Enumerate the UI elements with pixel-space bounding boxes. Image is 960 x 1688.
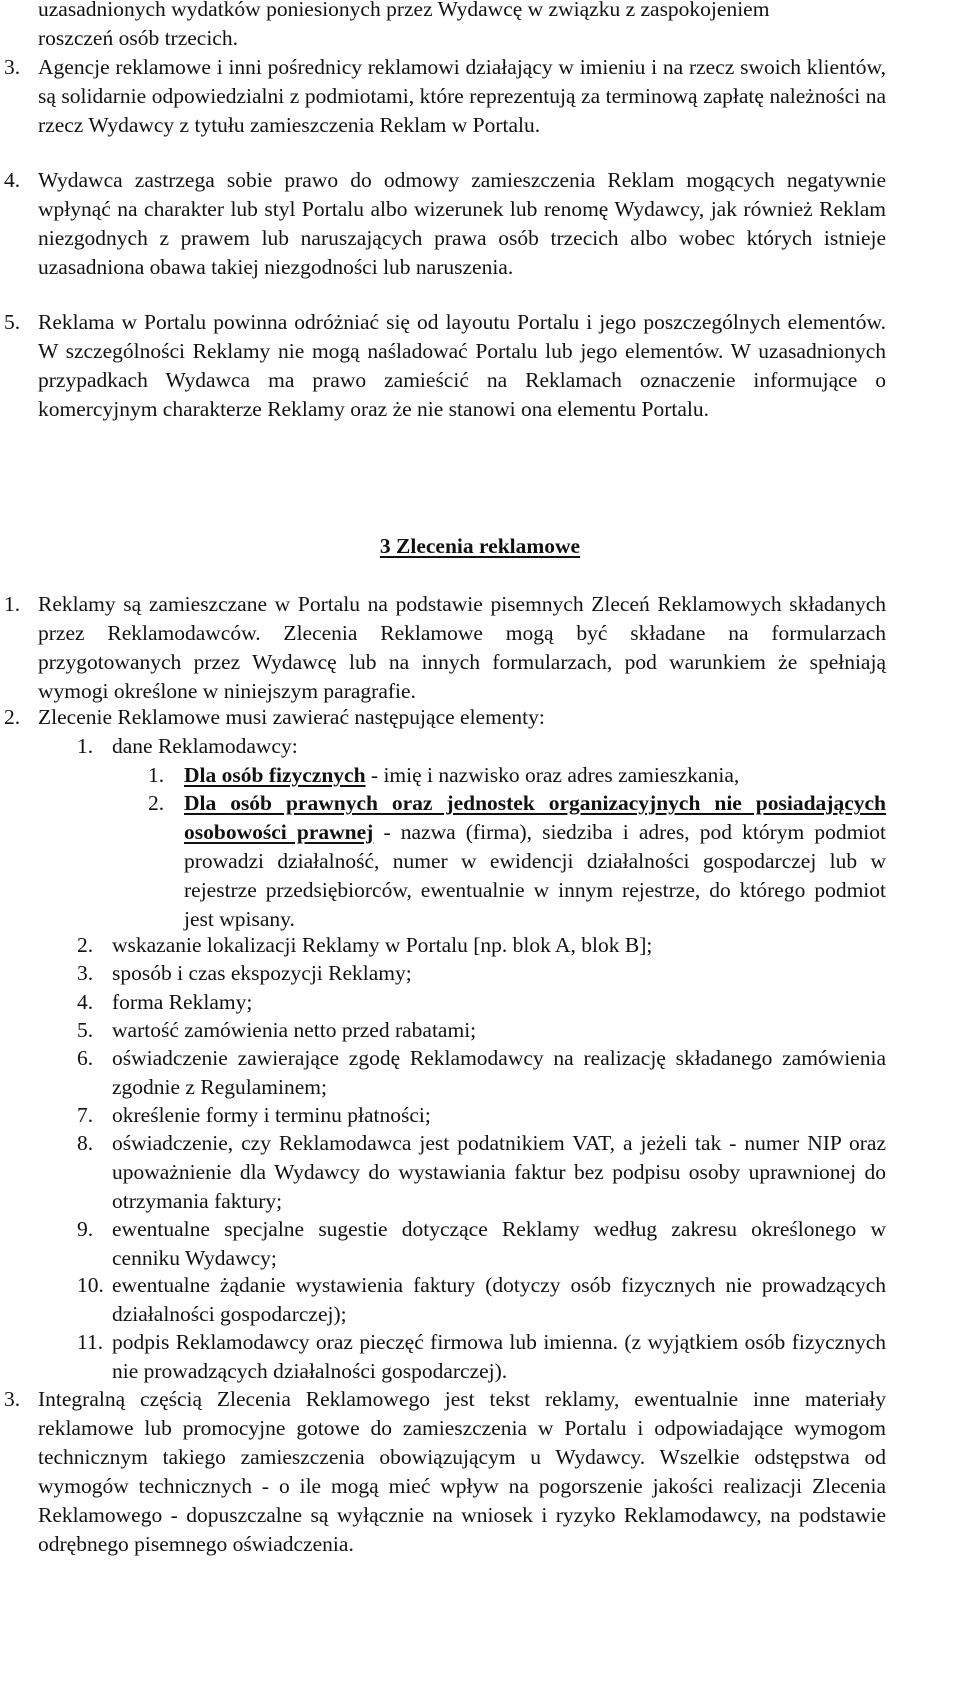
item-2-number: 2. [77, 933, 94, 957]
point-3-number: 3. [4, 55, 21, 79]
s3-point-2-number: 2. [4, 705, 21, 729]
subitem-2-bold: Dla osób prawnych oraz jednostek organizacyjnych nie posiadających osobowości prawnej [184, 791, 886, 844]
item-6-number: 6. [77, 1046, 94, 1070]
item-10-number: 10. [77, 1273, 104, 1297]
item-4-number: 4. [77, 990, 94, 1014]
subitem-2-number: 2. [148, 791, 165, 815]
item-11-number: 11. [77, 1330, 104, 1354]
item-1-text: dane Reklamodawcy: [112, 734, 298, 758]
item-9-text: ewentualne specjalne sugestie dotyczące Reklamy według zakresu określonego w cenniku Wydawcy; [112, 1217, 886, 1270]
item-5-text: wartość zamówienia netto przed rabatami; [112, 1018, 477, 1042]
item-8-text: oświadczenie, czy Reklamodawca jest podatnikiem VAT, a jeżeli tak - numer NIP oraz upoważnienie dla Wydawcy do wystawiania faktur bez podpisu osoby uprawnionej do otrzymania faktury; [112, 1131, 886, 1213]
item-4-text: forma Reklamy; [112, 990, 253, 1014]
subitem-1-number: 1. [148, 763, 165, 787]
s3-point-3-number: 3. [4, 1387, 21, 1411]
subitem-2-rest: - nazwa (firma), siedziba i adres, pod którym podmiot prowadzi działalność, numer w ewidencji działalności gospodarczej lub w rejestrze przedsiębiorców, ewentualnie w innym rejestrze, do którego podmiot jest wpisany. [184, 820, 887, 931]
point-5-number: 5. [4, 310, 21, 334]
item-7-number: 7. [77, 1103, 94, 1127]
subitem-2-text [184, 789, 886, 934]
item-5-number: 5. [77, 1018, 94, 1042]
point-3-text: Agencje reklamowe i inni pośrednicy reklamowi działający w imieniu i na rzecz swoich klientów, są solidarnie odpowiedzialni z podmiotami, które reprezentują za terminową zapłatę należności na rzecz Wydawcy z tytułu zamieszczenia Reklam w Portalu. [38, 55, 886, 137]
item-3-text: sposób i czas ekspozycji Reklamy; [112, 961, 412, 985]
item-11-text: podpis Reklamodawcy oraz pieczęć firmowa lub imienna. (z wyjątkiem osób fizycznych nie prowadzących działalności gospodarczej). [112, 1330, 886, 1383]
item-8-number: 8. [77, 1131, 94, 1155]
point-5-text: Reklama w Portalu powinna odróżniać się od layoutu Portalu i jego poszczególnych elementów. W szczególności Reklamy nie mogą naśladować Portalu lub jego elementów. W uzasadnionych przypadkach Wydawca ma prawo zamieścić na Reklamach oznaczenie informujące o komercyjnym charakterze Reklamy oraz że nie stanowi ona elementu Portalu. [38, 310, 886, 421]
intro-line-1: uzasadnionych wydatków poniesionych przez Wydawcę w związku z zaspokojeniem [38, 0, 770, 21]
item-9-number: 9. [77, 1217, 94, 1241]
section-heading-text: 3 Zlecenia reklamowe [379, 534, 581, 558]
item-6-text: oświadczenie zawierające zgodę Reklamodawcy na realizację składanego zamówienia zgodnie z Regulaminem; [112, 1046, 886, 1099]
item-3-number: 3. [77, 961, 94, 985]
s3-point-2-text: Zlecenie Reklamowe musi zawierać następujące elementy: [38, 705, 545, 729]
point-4-text: Wydawca zastrzega sobie prawo do odmowy zamieszczenia Reklam mogących negatywnie wpłynąć na charakter lub styl Portalu albo wizerunek lub renomę Wydawcy, jak również Reklam niezgodnych z prawem lub naruszających prawa osób trzecich albo wobec których istnieje uzasadniona obawa takiej niezgodności lub naruszenia. [38, 168, 886, 279]
item-7-text: określenie formy i terminu płatności; [112, 1103, 431, 1127]
section-heading [0, 532, 960, 561]
item-2-text: wskazanie lokalizacji Reklamy w Portalu [np. blok A, blok B]; [112, 933, 653, 957]
s3-point-1-number: 1. [4, 592, 21, 616]
s3-point-1-text: Reklamy są zamieszczane w Portalu na podstawie pisemnych Zleceń Reklamowych składanych przez Reklamodawców. Zlecenia Reklamowe mogą być składane na formularzach przygotowanych przez Wydawcę lub na innych formularzach, pod warunkiem że spełniają wymogi określone w niniejszym paragrafie. [38, 592, 886, 703]
s3-point-3-text: Integralną częścią Zlecenia Reklamowego jest tekst reklamy, ewentualnie inne materiały reklamowe lub promocyjne gotowe do zamieszczenia w Portalu i odpowiadające wymogom technicznym takiego zamieszczenia obowiązującym u Wydawcy. Wszelkie odstępstwa od wymogów technicznych - o ile mogą mieć wpływ na pogorszenie jakości realizacji Zlecenia Reklamowego - dopuszczalne są wyłącznie na wniosek i ryzyko Reklamodawcy, na podstawie odrębnego pisemnego oświadczenia. [38, 1387, 886, 1556]
item-1-number: 1. [77, 734, 94, 758]
item-10-text: ewentualne żądanie wystawienia faktury (dotyczy osób fizycznych nie prowadzących działalności gospodarczej); [112, 1273, 886, 1326]
subitem-1-bold: Dla osób fizycznych [184, 763, 366, 787]
intro-line-2: roszczeń osób trzecich. [38, 26, 238, 50]
subitem-1-text [184, 761, 886, 790]
subitem-1-rest: - imię i nazwisko oraz adres zamieszkania, [365, 763, 740, 787]
point-4-number: 4. [4, 168, 21, 192]
